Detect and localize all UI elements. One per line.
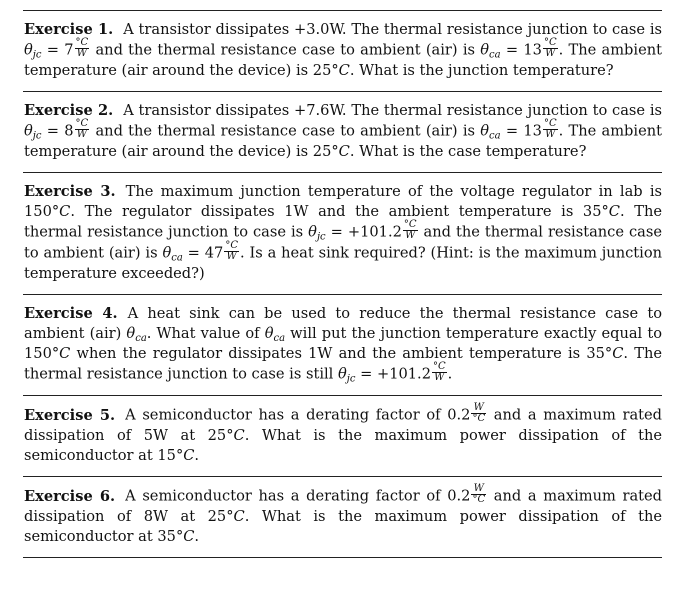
unit-fraction: $\frac{^\circ C}{W}$ xyxy=(432,361,446,383)
unit-fraction: $\frac{W}{^\circ C}$ xyxy=(472,402,486,424)
exercise-page xyxy=(23,10,662,558)
exercise-1: Exercise 1. A transistor dissipates +3.0W. The thermal resistance junction to case is $\theta_{jc} = 7$ $\frac{^\circ C}{W}$ and the thermal resistance case to ambient (air) is $\theta_{ca} = 13$ $\frac{^\circ C}{W}$ . The ambient temperature (air around the device) is 25°C. What is the junction temperature? xyxy=(24,21,662,79)
exercise-2: Exercise 2. A transistor dissipates +7.6W. The thermal resistance junction to case is $\theta_{jc} = 8$ $\frac{^\circ C}{W}$ and the thermal resistance case to ambient (air) is $\theta_{ca} = 13$ $\frac{^\circ C}{W}$ . The ambient temperature (air around the device) is 25°C. What is the case temperature? xyxy=(24,102,662,160)
exercise-title: Exercise 5. xyxy=(24,406,116,424)
exercise-6: Exercise 6. A semiconductor has a derating factor of 0.2 $\frac{W}{^\circ C}$ and a maximum rated dissipation of 8W at 25°C. What is the maximum power dissipation of the semiconductor at 35°C. xyxy=(24,483,663,545)
unit-fraction: $\frac{^\circ C}{W}$ xyxy=(543,118,557,140)
exercise-3: Exercise 3. The maximum junction temperature of the voltage regulator in lab is 150°C. The regulator dissipates 1W and the ambient temperature is 35°C. The thermal resistance junction to case is $\theta_{jc} = +101.2$ $\frac{^\circ C}{W}$ and the thermal resistance case to ambient (air) is $\theta_{ca} = 47$ $\frac{^\circ C}{W}$ . Is a heat sink required? (Hint: is the maximum junction temperature exceeded?) xyxy=(24,183,663,282)
exercise-title: Exercise 3. xyxy=(24,183,116,200)
exercise-title: Exercise 6. xyxy=(24,487,116,505)
unit-fraction: $\frac{^\circ C}{W}$ xyxy=(403,219,417,241)
divider xyxy=(23,557,662,558)
unit-fraction: $\frac{^\circ C}{W}$ xyxy=(225,240,238,262)
unit-fraction: $\frac{W}{^\circ C}$ xyxy=(472,483,486,505)
exercise-5: Exercise 5. A semiconductor has a derating factor of 0.2 $\frac{W}{^\circ C}$ and a maximum rated dissipation of 5W at 25°C. What is the maximum power dissipation of the semiconductor at 15°C. xyxy=(24,402,663,464)
unit-fraction: $\frac{^\circ C}{W}$ xyxy=(75,37,89,59)
exercise-title: Exercise 1. xyxy=(24,21,114,38)
exercise-title: Exercise 4. xyxy=(24,305,118,322)
unit-fraction: $\frac{^\circ C}{W}$ xyxy=(75,118,89,140)
unit-fraction: $\frac{^\circ C}{W}$ xyxy=(543,37,557,59)
exercise-title: Exercise 2. xyxy=(24,102,114,119)
exercise-4: Exercise 4. A heat sink can be used to reduce the thermal resistance case to ambient (air) $\theta_{ca}$. What value of $\theta_{ca}$ will put the junction temperature exactly equal to 150°C when the regulator dissipates 1W and the ambient temperature is 35°C. The thermal resistance junction to case is still $\theta_{jc} = +101.2$ $\frac{^\circ C}{W}$ . xyxy=(24,305,663,385)
